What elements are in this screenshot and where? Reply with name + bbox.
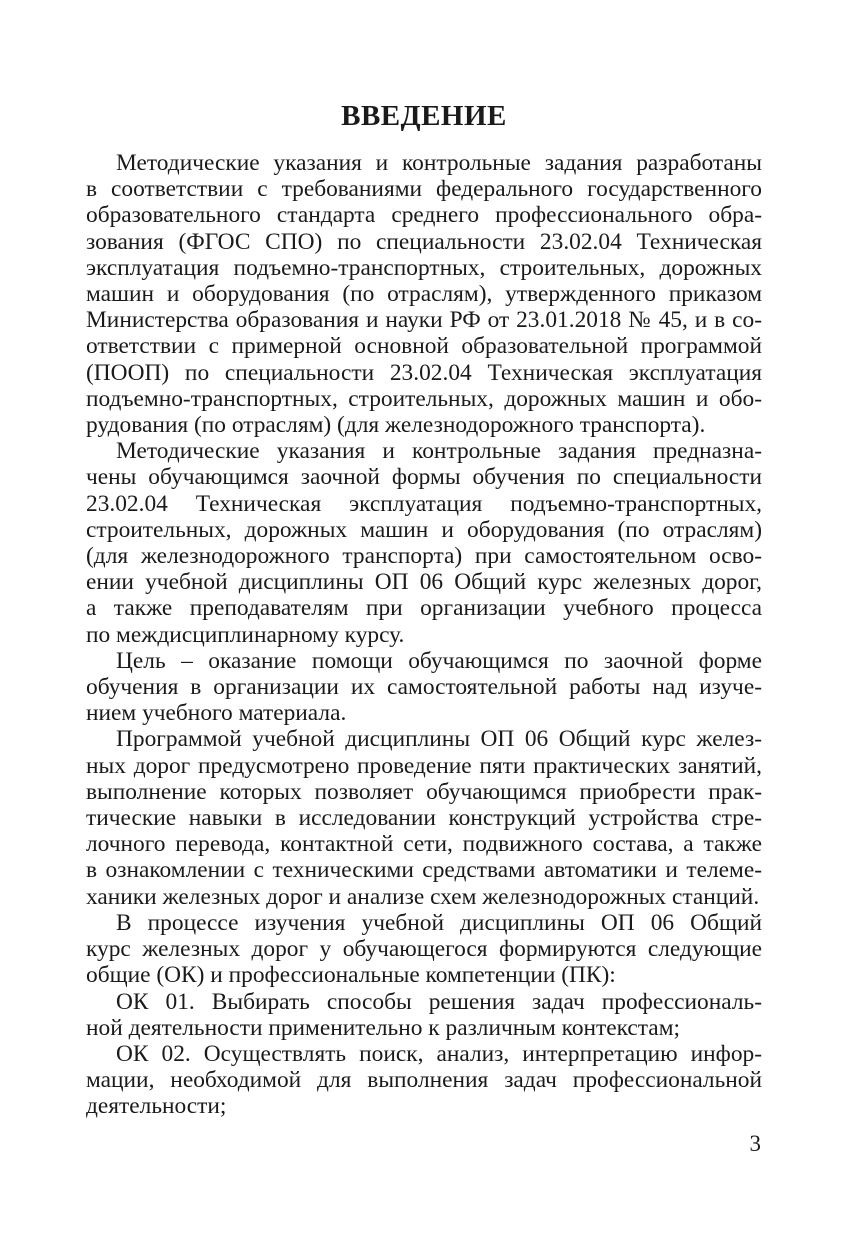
text-line: Цель – оказание помощи обучающимся по заочной форме <box>116 647 762 674</box>
paragraph-intro <box>86 150 762 438</box>
text-line: ных дорог предусмотрено проведение пяти практических занятий, <box>86 752 762 779</box>
paragraph-ok02 <box>86 1041 762 1120</box>
text-line: ответствии с примерной основной образовательной программой <box>86 333 762 360</box>
text-line: 23.02.04 Техническая эксплуатация подъемно-транспортных, <box>86 490 762 517</box>
paragraph-ok01 <box>86 989 762 1041</box>
text-line: а также преподавателям при организации учебного процесса <box>86 595 762 622</box>
text-line: тические навыки в исследовании конструкций устройства стре- <box>86 805 762 832</box>
paragraph-audience <box>86 438 762 648</box>
paragraph-goal <box>86 648 762 727</box>
text-line: в соответствии с требованиями федерального государственного <box>86 176 762 203</box>
text-line: курс железных дорог у обучающегося формируются следующие <box>86 936 762 963</box>
text-line: выполнение которых позволяет обучающимся приобрести прак- <box>86 778 762 805</box>
text-line: по междисциплинарному курсу. <box>86 621 405 648</box>
text-line: ханики железных дорог и анализе схем железнодорожных станций. <box>86 883 760 910</box>
body-text <box>86 150 762 1120</box>
text-line: ОК 02. Осуществлять поиск, анализ, интерпретацию инфор- <box>116 1040 762 1067</box>
text-line: Министерства образования и науки РФ от 23.01.2018 № 45, и в со- <box>86 307 762 334</box>
text-line: Методические указания и контрольные задания предназна- <box>116 438 762 465</box>
text-line: рудования (по отраслям) (для железнодорожного транспорта). <box>86 412 706 439</box>
text-line: мации, необходимой для выполнения задач профессиональной <box>86 1067 762 1094</box>
text-line: деятельности; <box>86 1093 227 1120</box>
text-line: Программой учебной дисциплины ОП 06 Общий курс желез- <box>116 726 762 753</box>
text-line: образовательного стандарта среднего профессионального обра- <box>86 202 762 229</box>
text-line: (ПООП) по специальности 23.02.04 Техническая эксплуатация <box>86 359 762 386</box>
paragraph-program <box>86 726 762 909</box>
text-line: лочного перевода, контактной сети, подвижного состава, а также <box>86 831 762 858</box>
text-line: строительных, дорожных машин и оборудования (по отраслям) <box>86 516 762 543</box>
page-number: 3 <box>749 1131 761 1156</box>
text-line: ОК 01. Выбирать способы решения задач профессиональ- <box>116 988 762 1015</box>
page-title: ВВЕДЕНИЕ <box>341 100 507 132</box>
text-line: Методические указания и контрольные задания разработаны <box>116 150 762 176</box>
text-line: ении учебной дисциплины ОП 06 Общий курс железных дорог, <box>86 569 762 596</box>
text-line: зования (ФГОС СПО) по специальности 23.02.04 Техническая <box>86 228 762 255</box>
text-line: эксплуатация подъемно-транспортных, строительных, дорожных <box>86 254 762 281</box>
text-line: В процессе изучения учебной дисциплины ОП 06 Общий <box>116 909 762 936</box>
text-line: общие (ОК) и профессиональные компетенции (ПК): <box>86 962 616 989</box>
text-line: подъемно-транспортных, строительных, дорожных машин и обо- <box>86 385 762 412</box>
text-line: (для железнодорожного транспорта) при самостоятельном осво- <box>86 543 762 570</box>
text-line: машин и оборудования (по отраслям), утвержденного приказом <box>86 281 762 308</box>
document-page <box>86 0 762 1241</box>
text-line: в ознакомлении с техническими средствами автоматики и телеме- <box>86 857 762 884</box>
text-line: чены обучающимся заочной формы обучения по специальности <box>86 464 762 491</box>
text-line: обучения в организации их самостоятельной работы над изуче- <box>86 674 762 701</box>
text-line: ной деятельности применительно к различным контекстам; <box>86 1014 680 1041</box>
text-line: нием учебного материала. <box>86 700 347 727</box>
paragraph-competencies <box>86 910 762 989</box>
